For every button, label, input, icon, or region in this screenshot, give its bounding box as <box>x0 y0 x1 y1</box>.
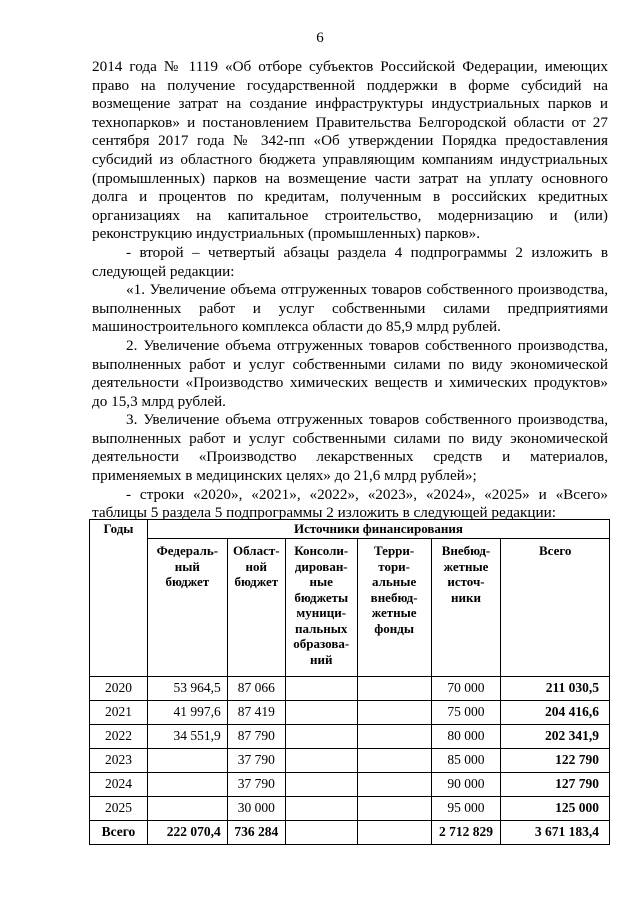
cell-year: 2024 <box>90 773 148 797</box>
cell-total: 204 416,6 <box>501 701 610 725</box>
paragraph: - второй – четвертый абзацы раздела 4 подпрограммы 2 изложить в следующей редакции: <box>92 243 608 280</box>
paragraph: 2014 года № 1119 «Об отборе субъектов Российской Федерации, имеющих право на получение государственной поддержки в форме субсидий на возмещение затрат на создание инфраструктуры индустриальных парков и технопарков» и постановлением Правительства Белгородской области от 27 сентября 2017 года № 342-пп «Об утверждении Порядка предоставления субсидий из областного бюджета управляющим компаниям индустриальных (промышленных) парков на возмещение части затрат на уплату основного долга и процентов по кредитам, полученным в российских кредитных организациях на капитальное строительство, модернизацию и (или) реконструкцию индустриальных (промышленных) парков». <box>92 58 608 243</box>
extra-budget-header: Внебюд-жетные источ-ники <box>431 539 501 677</box>
regional-header: Област-ной бюджет <box>227 539 285 677</box>
sources-header: Источники финансирования <box>147 520 609 539</box>
table-row <box>90 773 610 797</box>
cell-federal: 222 070,4 <box>147 821 227 845</box>
cell-regional: 37 790 <box>227 749 285 773</box>
cell-regional: 87 790 <box>227 725 285 749</box>
cell-federal: 41 997,6 <box>147 701 227 725</box>
paragraph: - строки «2020», «2021», «2022», «2023», «2024», «2025» и «Всего» таблицы 5 раздела 5 подпрограммы 2 изложить в следующей редакции: <box>92 485 608 522</box>
cell-federal: 34 551,9 <box>147 725 227 749</box>
municipal-header: Консоли-дирован-ные бюджеты муници-пальных образова-ний <box>285 539 357 677</box>
cell-total: 127 790 <box>501 773 610 797</box>
cell-federal <box>147 749 227 773</box>
table-row <box>90 725 610 749</box>
cell-extra: 90 000 <box>431 773 501 797</box>
cell-municipal <box>285 749 357 773</box>
cell-municipal <box>285 797 357 821</box>
cell-year: 2023 <box>90 749 148 773</box>
cell-territorial <box>357 701 431 725</box>
cell-municipal <box>285 821 357 845</box>
total-header: Всего <box>501 539 610 677</box>
cell-territorial <box>357 773 431 797</box>
cell-extra: 75 000 <box>431 701 501 725</box>
cell-total: 122 790 <box>501 749 610 773</box>
cell-regional: 87 066 <box>227 677 285 701</box>
cell-municipal <box>285 725 357 749</box>
cell-territorial <box>357 821 431 845</box>
paragraph: 3. Увеличение объема отгруженных товаров собственного производства, выполненных работ и услуг собственными силами по виду экономической деятельности «Производство лекарственных средств и материалов, применяемых в медицинских целях» до 21,6 млрд рублей»; <box>92 411 608 485</box>
cell-territorial <box>357 749 431 773</box>
territorial-header: Терри-тори-альные внебюд-жетные фонды <box>357 539 431 677</box>
table-body <box>90 677 610 845</box>
cell-municipal <box>285 773 357 797</box>
table-row <box>90 821 610 845</box>
cell-regional: 37 790 <box>227 773 285 797</box>
paragraph: 2. Увеличение объема отгруженных товаров собственного производства, выполненных работ и услуг собственными силами по виду экономической деятельности «Производство химических веществ и химических продуктов» до 15,3 млрд рублей. <box>92 336 608 410</box>
table-row <box>90 749 610 773</box>
cell-territorial <box>357 725 431 749</box>
cell-municipal <box>285 701 357 725</box>
cell-regional: 30 000 <box>227 797 285 821</box>
cell-municipal <box>285 677 357 701</box>
table-row <box>90 701 610 725</box>
cell-year: 2020 <box>90 677 148 701</box>
table-row <box>90 797 610 821</box>
cell-extra: 2 712 829 <box>431 821 501 845</box>
cell-year: 2021 <box>90 701 148 725</box>
cell-territorial <box>357 677 431 701</box>
paragraph: «1. Увеличение объема отгруженных товаров собственного производства, выполненных работ и услуг собственными силами предприятиями машиностроительного комплекса области до 85,9 млрд рублей. <box>92 281 608 336</box>
cell-federal: 53 964,5 <box>147 677 227 701</box>
page-number: 6 <box>316 30 324 46</box>
cell-territorial <box>357 797 431 821</box>
years-header: Годы <box>90 520 148 677</box>
federal-header: Федераль-ный бюджет <box>147 539 227 677</box>
cell-total: 3 671 183,4 <box>501 821 610 845</box>
cell-regional: 736 284 <box>227 821 285 845</box>
body-text <box>92 58 608 523</box>
table-row <box>90 677 610 701</box>
cell-federal <box>147 797 227 821</box>
cell-year: Всего <box>90 821 148 845</box>
cell-extra: 80 000 <box>431 725 501 749</box>
cell-year: 2025 <box>90 797 148 821</box>
cell-extra: 95 000 <box>431 797 501 821</box>
financing-table <box>89 519 610 845</box>
cell-federal <box>147 773 227 797</box>
cell-total: 211 030,5 <box>501 677 610 701</box>
cell-total: 125 000 <box>501 797 610 821</box>
cell-regional: 87 419 <box>227 701 285 725</box>
cell-total: 202 341,9 <box>501 725 610 749</box>
cell-year: 2022 <box>90 725 148 749</box>
cell-extra: 70 000 <box>431 677 501 701</box>
cell-extra: 85 000 <box>431 749 501 773</box>
